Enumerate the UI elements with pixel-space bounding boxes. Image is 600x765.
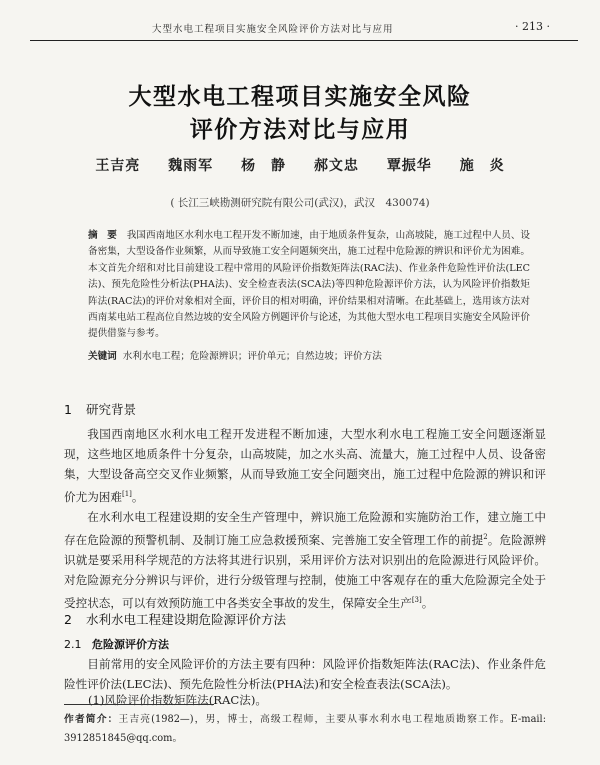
section-1-heading [64,400,136,418]
footnote-text: 王吉亮(1982—)，男，博士，高级工程师，主要从事水利水电工程地质勘察工作。E-mail: 3912851845@qq.com。 [64,714,546,744]
section-1-paragraph-2: 在水利水电工程建设期的安全生产管理中，辨识施工危险源和实施防治工作，建立施工中存在危险源的预警机制、及制订施工应急救援预案、完善施工安全管理工作的前提$^2$。危险源辨识就是要采用科学规范的方法将其进行识别，采用评价方法对识别出的危险源进行风险评价。对危险源充分分辨识与评价，进行分级管理与控制，使施工中客观存在的重大危险源完全处于受控状态，可以有效预防施工中各类安全事故的发生，保障安全生产[3]。 [64,510,546,610]
citation-ref: 2 [483,533,488,541]
keywords-label: 关键词 [88,351,117,362]
author-4: 郝文忠 [313,158,359,174]
footnote-rule [64,704,214,705]
subsection-2-1-title: 危险源评价方法 [92,638,169,651]
author-1: 王吉亮 [95,158,141,174]
author-footnote [64,710,546,748]
author-list [0,155,600,175]
section-2-number: 2 [64,612,72,627]
subsection-2-1-number: 2.1 [64,638,82,651]
abstract-label: 摘 要 [88,230,117,241]
keywords-text: 水利水电工程；危险源辨识；评价单元；自然边坡；评价方法 [122,351,382,362]
subsection-2-1-paragraph: 目前常用的安全风险评价的方法主要有四种：风险评价指数矩阵法(RAC法)、作业条件危险性评价法(LEC法)、预先危险性分析法(PHA法)和安全检查表法(SCA法)。 [64,657,546,691]
subsection-2-1-heading [64,636,169,652]
header-rule [30,40,578,41]
section-1-number: 1 [64,402,72,417]
author-6: 施 炎 [459,158,505,174]
paper-title-line-1: 大型水电工程项目实施安全风险 [128,84,472,110]
section-1-title: 研究背景 [86,402,137,417]
keywords [88,349,530,365]
footnote-label: 作者简介： [64,714,119,725]
running-header-title: 大型水电工程项目实施安全风险评价方法对比与应用 [152,24,394,35]
section-1-paragraph-1: 我国西南地区水利水电工程开发进程不断加速，大型水利水电工程施工安全问题逐渐显现，这些地区地质条件十分复杂，山高坡陡，加之水头高、流量大，施工过程中人员、设备密集，大型设备高空交叉作业频繁，从而导致施工安全问题突出，施工过程中危险源的辨识和评价尤为困难[1]。 [64,427,546,504]
author-2: 魏雨军 [168,158,214,174]
affiliation: ( 长江三峡勘测研究院有限公司(武汉)，武汉 430074) [170,197,430,209]
paper-title-line-2: 评价方法对比与应用 [189,117,411,143]
method-item-1: (1)风险评价指数矩阵法(RAC法)。 [88,693,267,707]
citation-ref: [3] [411,595,422,604]
abstract-text: 我国西南地区水利水电工程开发不断加速，由于地质条件复杂，山高坡陡，施工过程中人员、设备密集，大型设备作业频繁，从而导致施工安全问题频突出，施工过程中危险源的辨识和评价尤为困难。本文首先介绍和对比目前建设工程中常用的风险评价指数矩阵法(RAC法)、作业条件危险性评价法(LEC法)、预先危险性分析法(PHA法)、安全检查表法(SCA法)等四种危险源评价方法，认为风险评价指数矩阵法(RAC法)的评价对象相对全面，评价目的相对明确，评价结果相对清晰。在此基础上，选用该方法对西南某电站工程高位自然边坡的安全风险方例题评价与论述，为其他大型水电工程项目实施安全风险评价提供借鉴与参考。 [88,230,531,340]
section-2-heading [64,610,286,628]
citation-ref: [1] [121,490,132,498]
page-number: · 213 · [515,20,550,33]
section-2-title: 水利水电工程建设期危险源评价方法 [86,612,287,627]
abstract [88,228,530,343]
author-3: 杨 静 [241,158,287,174]
author-5: 覃振华 [386,158,432,174]
